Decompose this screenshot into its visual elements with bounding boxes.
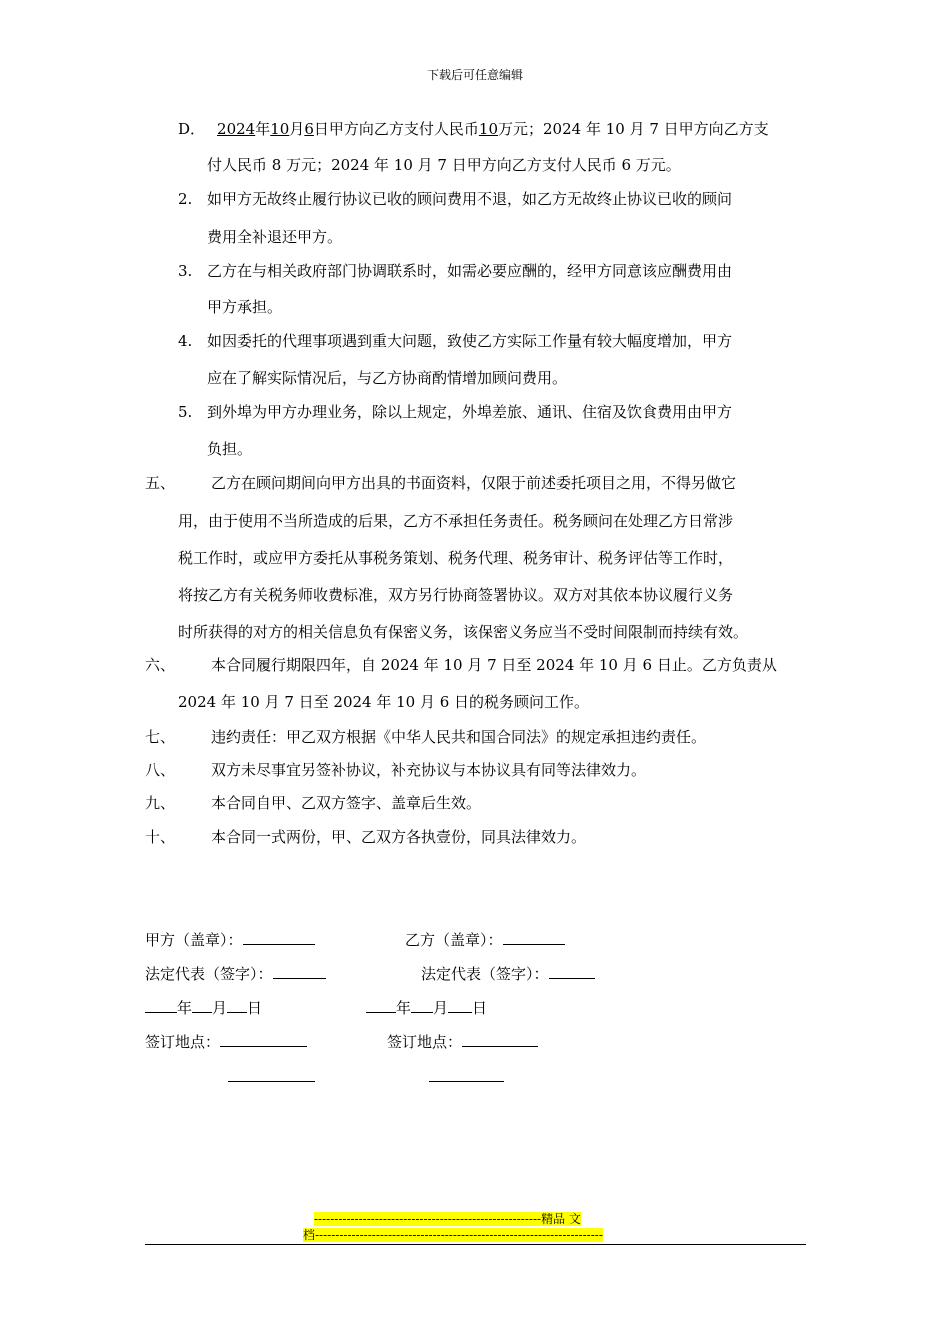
party-b-seal-blank	[503, 929, 565, 945]
party-b-seal-label: 乙方（盖章）：	[405, 931, 503, 949]
section-5-number: 五、	[145, 474, 176, 492]
date-a-month-blank	[192, 997, 212, 1013]
item-d-line1: D． 2024年10月6日甲方向乙方支付人民币10万元；2024 年 10 月 7 日甲方向乙方支	[178, 120, 769, 138]
section-5-line1: 乙方在顾问期间向甲方出具的书面资料，仅限于前述委托项目之用，不得另做它	[211, 474, 737, 492]
section-10-number: 十、	[145, 828, 176, 846]
section-5-line2: 用，由于使用不当所造成的后果，乙方不承担任务责任。税务顾问在处理乙方日常涉	[178, 512, 734, 530]
place-b	[387, 1031, 538, 1052]
legal-rep-b-blank	[549, 963, 595, 979]
item-5-line1: 到外埠为甲方办理业务，除以上规定，外埠差旅、通讯、住宿及饮食费用由甲方	[207, 403, 733, 421]
section-10-text: 本合同一式两份，甲、乙双方各执壹份，同具法律效力。	[211, 828, 587, 846]
place-b-extra-blank	[429, 1065, 504, 1082]
item-2-number: 2.	[178, 190, 193, 208]
place-b-blank	[462, 1031, 538, 1047]
section-7-text: 违约责任：甲乙双方根据《中华人民共和国合同法》的规定承担违约责任。	[211, 728, 707, 746]
date-b-month-blank	[411, 997, 433, 1013]
section-6-line2: 2024 年 10 月 7 日至 2024 年 10 月 6 日的税务顾问工作。	[178, 693, 590, 711]
section-6-line1: 本合同履行期限四年，自 2024 年 10 月 7 日至 2024 年 10 月 6 日止。乙方负责从	[211, 656, 777, 674]
footer-line2: 档-----------------------------------------------------------------------	[303, 1228, 603, 1242]
item-3-number: 3.	[178, 262, 193, 280]
section-8-text: 双方未尽事宜另签补协议，补充协议与本协议具有同等法律效力。	[211, 761, 647, 779]
place-a-extra-blank	[228, 1065, 315, 1082]
legal-rep-b	[421, 963, 595, 984]
date-a-year-blank	[145, 997, 177, 1013]
item-5-line2: 负担。	[207, 440, 253, 458]
page-header: 下载后可任意编辑	[426, 68, 523, 82]
party-a-seal	[145, 929, 315, 950]
item-3-line1: 乙方在与相关政府部门协调联系时，如需必要应酬的，经甲方同意该应酬费用由	[207, 262, 733, 280]
section-8-number: 八、	[145, 761, 176, 779]
item-4-number: 4.	[178, 332, 193, 350]
section-6-number: 六、	[145, 656, 176, 674]
section-9-number: 九、	[145, 794, 176, 812]
item-d-day: 6	[304, 120, 314, 138]
date-b-year-blank	[366, 997, 396, 1013]
section-5-line3: 税工作时，或应甲方委托从事税务策划、税务代理、税务审计、税务评估等工作时，	[178, 549, 734, 567]
section-9-text: 本合同自甲、乙双方签字、盖章后生效。	[211, 794, 482, 812]
legal-rep-b-label: 法定代表（签字）：	[421, 965, 549, 983]
item-d-line2: 付人民币 8 万元；2024 年 10 月 7 日甲方向乙方支付人民币 6 万元。	[207, 156, 681, 174]
legal-rep-a-label: 法定代表（签字）：	[145, 965, 273, 983]
place-a-blank	[220, 1031, 307, 1047]
item-4-line1: 如因委托的代理事项遇到重大问题，致使乙方实际工作量有较大幅度增加，甲方	[207, 332, 733, 350]
date-b: 年 月 日	[366, 997, 487, 1018]
date-a: 年 月 日	[145, 997, 262, 1018]
legal-rep-a-blank	[273, 963, 326, 979]
item-d-month: 10	[270, 120, 290, 138]
item-4-line2: 应在了解实际情况后，与乙方协商酌情增加顾问费用。	[207, 369, 568, 387]
place-b-label: 签订地点：	[387, 1033, 463, 1051]
item-2-line1: 如甲方无故终止履行协议已收的顾问费用不退，如乙方无故终止协议已收的顾问	[207, 190, 733, 208]
section-7-number: 七、	[145, 728, 176, 746]
place-a-label: 签订地点：	[145, 1033, 221, 1051]
footer-line1: --------------------------------------------------------精品 文	[314, 1212, 581, 1226]
date-b-day-blank	[448, 997, 472, 1013]
party-b-seal	[405, 929, 565, 950]
item-d-year: 2024	[217, 120, 256, 138]
place-a	[145, 1031, 307, 1052]
party-a-seal-label: 甲方（盖章）：	[145, 931, 243, 949]
item-2-line2: 费用全补退还甲方。	[207, 228, 343, 246]
item-5-number: 5.	[178, 403, 193, 421]
date-a-day-blank	[227, 997, 247, 1013]
item-d-label: D．	[178, 120, 206, 138]
section-5-line4: 将按乙方有关税务师收费标准，双方另行协商签署协议。双方对其依本协议履行义务	[178, 586, 734, 604]
section-5-line5: 时所获得的对方的相关信息负有保密义务，该保密义务应当不受时间限制而持续有效。	[178, 623, 749, 641]
item-d-amount: 10	[478, 120, 498, 138]
legal-rep-a	[145, 963, 326, 984]
footer-rule	[145, 1244, 806, 1245]
item-3-line2: 甲方承担。	[207, 298, 283, 316]
party-a-seal-blank	[243, 929, 315, 945]
